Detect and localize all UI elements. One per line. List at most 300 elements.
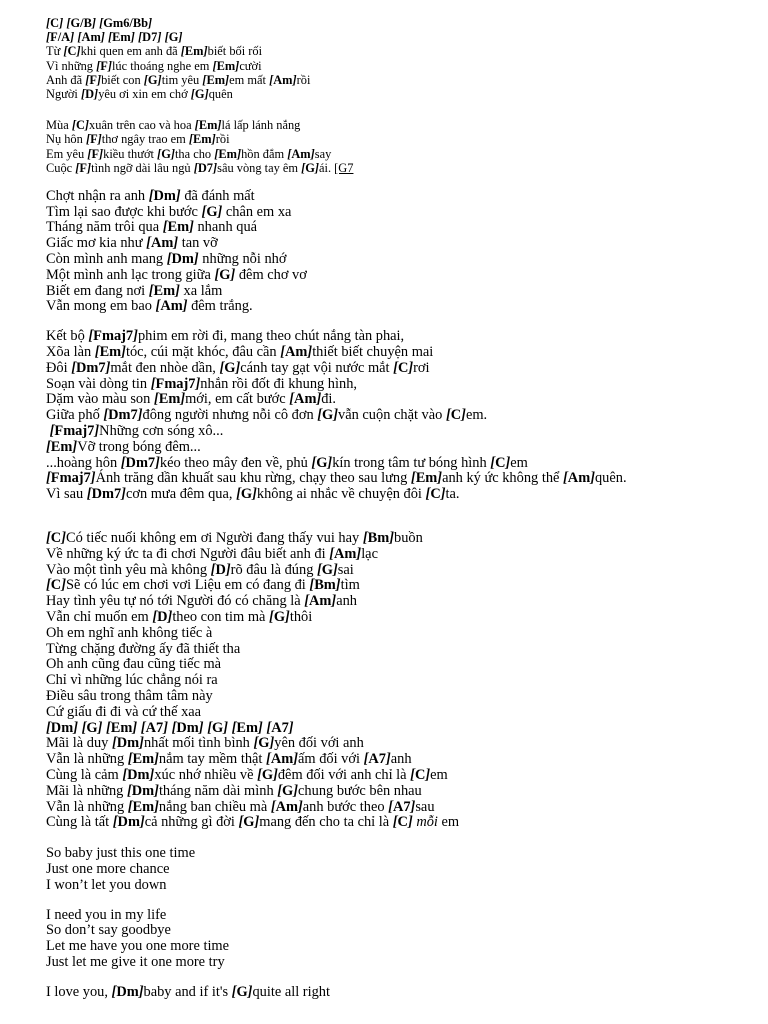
chord-name: C (495, 454, 506, 471)
lyric-line (46, 205, 746, 221)
lyric-line (46, 268, 746, 284)
lyric-line (46, 284, 746, 300)
chord-marker: [G] (219, 359, 241, 376)
chord-name: Fmaj7 (54, 423, 95, 440)
chord-marker: [Am] (269, 72, 297, 87)
chord-marker: [Em] (94, 344, 126, 361)
lyric-line (46, 705, 746, 721)
chord-marker: [D] (80, 86, 99, 101)
lyric-text: kéo theo mây đen về, phủ (159, 454, 312, 471)
chord-marker: [Fmaj7] (88, 328, 138, 345)
lyric-line (46, 626, 746, 642)
lyric-line (46, 939, 746, 955)
chord-marker: [D7] (138, 30, 162, 45)
lyric-text: biết con (101, 72, 144, 87)
chord-name: C (50, 16, 60, 30)
lyric-text: So baby just this one time (46, 845, 196, 862)
chord-marker: [G] (214, 266, 236, 283)
lyric-line (46, 642, 746, 658)
lyric-text: cười (239, 58, 262, 73)
lyric-text: Vì những (46, 58, 97, 73)
lyric-text: Kết bộ (46, 328, 89, 345)
lyric-text: Vẫn là những (46, 798, 128, 815)
lyric-line (46, 132, 746, 146)
lyric-line (46, 908, 746, 924)
lyric-text: ...hoàng hôn (46, 454, 121, 471)
chord-marker: [Am] (304, 593, 337, 610)
chord-name: Em (236, 719, 258, 736)
lyric-line (46, 673, 746, 689)
chord-name: D (215, 561, 226, 578)
chord-marker: [Em] (162, 219, 194, 236)
chord-name: G (261, 766, 274, 783)
lyric-text: phim em rời đi, mang theo chút nắng tàn phai, (137, 328, 405, 345)
chord-link: [G7 (334, 160, 354, 175)
lyric-text: Em yêu (46, 146, 88, 161)
lyric-line (46, 30, 746, 44)
chord-name: Em (216, 58, 236, 73)
chord-marker: [Fmaj7] (46, 470, 96, 487)
chord-name: A7 (392, 798, 411, 815)
lyric-line (46, 531, 746, 547)
lyric-text: mỗi (412, 814, 438, 831)
lyric-text: vẫn cuộn chặt vào (338, 407, 446, 424)
chord-marker: [C] (410, 766, 431, 783)
chord-name: C (67, 44, 77, 59)
chord-marker: [Dm] (126, 782, 159, 799)
chord-name: G (258, 735, 270, 752)
chord-name: G (86, 719, 98, 736)
lyric-text: baby and if it's (143, 983, 232, 1000)
chord-marker: [Em] (106, 719, 138, 736)
lyric-line (46, 878, 746, 894)
lyric-line (46, 547, 746, 563)
chord-marker: [Dm] (46, 719, 78, 736)
lyric-text: khi quen em anh đã (80, 44, 181, 59)
lyric-text: Giấc mơ kia như (46, 235, 147, 252)
chord-marker: [A7] (140, 719, 168, 736)
chord-name: Am (291, 146, 311, 161)
chord-name: G (305, 160, 315, 175)
chord-marker: [C] (392, 814, 413, 831)
chord-marker: [A7] (388, 798, 416, 815)
lyric-text: Từ (46, 44, 64, 59)
chord-name: Dm7 (125, 454, 156, 471)
chord-name: G (321, 561, 333, 578)
lyric-text: nhất mối tình bình (143, 735, 254, 752)
lyric-line (46, 955, 746, 971)
lyric-text: mắt đen nhòe dần, (110, 359, 220, 376)
lyric-text: tan vỡ (178, 235, 218, 252)
lyric-text: em (430, 766, 448, 783)
chord-name: C (414, 766, 426, 783)
chord-marker: [Dm] (112, 814, 145, 831)
chord-marker: [Am] (155, 298, 188, 315)
chord-marker: [G] (190, 86, 209, 101)
lyric-text: những nỗi nhớ (198, 251, 287, 268)
lyric-text: quite all right (252, 983, 330, 1000)
lyric-line (46, 44, 746, 58)
chord-marker: [C] (490, 454, 511, 471)
lyric-text: Chợt nhận ra anh (46, 187, 149, 204)
lyric-line (46, 985, 746, 1001)
lyric-line (46, 862, 746, 878)
lyric-text: anh bước theo (302, 798, 389, 815)
lyric-text: Cùng là cảm (46, 766, 123, 783)
chord-marker: [C] (445, 407, 466, 424)
lyric-text: Tìm lại sao được khi bước (46, 203, 202, 220)
chord-marker: [Em] (46, 438, 78, 455)
lyric-line (46, 815, 746, 831)
lyric-line (46, 392, 746, 408)
chord-name: A7 (145, 719, 164, 736)
chord-marker: [G] (238, 814, 260, 831)
chord-name: C (50, 577, 62, 594)
chord-marker: [Dm7] (120, 454, 160, 471)
lyric-text: theo con tim mà (172, 609, 270, 625)
lyric-text: Sẽ có lúc em chơi vơi Liệu em có đang đi (66, 577, 310, 594)
lyrics-section (46, 531, 746, 831)
lyric-line (46, 578, 746, 594)
lyric-text: Vì sau (46, 486, 87, 503)
lyric-line (46, 16, 746, 30)
chord-marker: [Dm] (122, 766, 155, 783)
chord-marker: [Am] (563, 470, 595, 487)
chord-name: D (157, 609, 168, 625)
lyric-text: Những cơn sóng xô... (99, 423, 224, 440)
chord-name: G (206, 203, 218, 220)
lyrics-section (46, 16, 746, 101)
chord-marker: [Am] (329, 545, 362, 562)
lyric-line (46, 610, 746, 626)
chord-marker: [Dm] (111, 983, 144, 1000)
lyric-text: lạc (361, 545, 378, 562)
lyrics-section (46, 908, 746, 971)
lyric-text: Cùng là tất (46, 814, 113, 831)
chord-name: Em (415, 470, 438, 487)
section-spacer (46, 894, 746, 908)
chord-marker: [Am] (77, 30, 105, 45)
lyric-text: cả những gì đời (144, 814, 239, 831)
lyric-text: sai (337, 561, 354, 578)
chord-marker: [Em] (231, 719, 263, 736)
chord-name: F/A (50, 30, 71, 45)
lyric-text: Người (46, 86, 81, 101)
chord-name: Fmaj7 (93, 328, 134, 345)
chord-name: C (397, 814, 408, 831)
lyric-line (46, 377, 746, 393)
lyric-text: chân em xa (222, 203, 292, 220)
lyric-line (46, 189, 746, 205)
chord-marker: [G] (236, 486, 257, 503)
lyric-text: Nụ hôn (46, 132, 86, 147)
chord-marker: [Bm] (362, 530, 394, 547)
lyric-text: ta. (445, 486, 460, 503)
chord-marker: [Em] (212, 58, 240, 73)
chord-marker: [Am] (266, 751, 299, 768)
chord-marker: [G] (253, 735, 275, 752)
chord-name: G (273, 609, 286, 625)
lyric-text: đông người nhưng nỗi cô đơn (142, 407, 318, 424)
lyric-text: Tháng năm trôi qua (46, 219, 163, 236)
chord-marker: [F] (87, 146, 104, 161)
lyric-text: Hay tình yêu tự nó tới Người đó có chăng là (46, 593, 305, 610)
chord-name: C (450, 407, 462, 424)
chord-name: C (397, 359, 409, 376)
chord-marker: [Em] (180, 44, 208, 59)
chord-name: Dm7 (108, 407, 138, 424)
chord-name: G (194, 86, 205, 101)
chord-name: C (430, 486, 441, 503)
lyric-text: đi. (321, 391, 337, 408)
lyric-text: Vỡ trong bóng đêm... (77, 438, 201, 455)
lyric-text: Anh đã (46, 72, 86, 87)
lyric-text: sau (415, 798, 435, 815)
lyric-line (46, 752, 746, 768)
chord-name: Dm7 (75, 359, 106, 376)
lyric-text: Ánh trăng dần khuất sau khu rừng, chạy theo sau lưng (95, 470, 411, 487)
chord-name: Fmaj7 (50, 470, 91, 487)
chord-name: G (211, 719, 224, 736)
lyric-text: Mùa (46, 118, 72, 133)
chord-marker: [G] (143, 72, 162, 87)
chord-marker: [G] (164, 30, 183, 45)
chord-marker: [A7] (266, 719, 294, 736)
chord-name: F (91, 146, 100, 161)
lyric-text: cánh tay gạt vội nước mắt (240, 359, 394, 376)
chord-marker: [Dm7] (103, 407, 143, 424)
chord-name: F (79, 160, 87, 175)
lyric-text: say (314, 146, 332, 161)
chord-marker: [Em] (214, 146, 242, 161)
lyric-text: nhanh quá (193, 219, 258, 236)
lyric-line (46, 440, 746, 456)
chord-name: D7 (197, 160, 213, 175)
chord-marker: [Gm6/Bb] (99, 16, 153, 30)
lyric-line (46, 236, 746, 252)
chord-marker: [Em] (410, 470, 443, 487)
chord-name: Em (112, 30, 131, 45)
lyric-text: mang đến cho ta chỉ là (259, 814, 393, 831)
chord-name: G (282, 782, 294, 799)
lyric-text: thiết biết chuyện mai (312, 344, 434, 361)
lyric-text: rõ đâu là đúng (230, 561, 317, 578)
lyric-text: rồi (296, 72, 311, 87)
lyric-text: Chỉ vì những lúc chẳng nói ra (46, 672, 218, 689)
lyric-line (46, 768, 746, 784)
lyric-text: Mãi là duy (46, 735, 112, 752)
chord-marker: [C] (71, 118, 90, 133)
lyric-text: tha cho (174, 146, 215, 161)
section-spacer (46, 175, 746, 189)
chord-name: Dm (127, 766, 150, 783)
chord-name: Am (81, 30, 101, 45)
lyric-text: Oh anh cũng đau cũng tiếc mà (46, 656, 222, 673)
lyric-line (46, 657, 746, 673)
chord-marker: [Em] (202, 72, 230, 87)
lyric-text: đã đánh mất (180, 187, 255, 204)
lyric-text: kiều thướt (103, 146, 158, 161)
chord-marker: [G] (201, 203, 223, 220)
chord-name: Am (334, 545, 357, 562)
lyric-text: không ai nhắc về chuyện đôi (256, 486, 426, 503)
chord-name: G (161, 146, 171, 161)
section-spacer (46, 831, 746, 846)
lyric-text: anh ký ức không thể (442, 470, 563, 487)
lyric-text: tìm (340, 577, 360, 594)
lyric-text: Một mình anh lạc trong giữa (46, 266, 215, 283)
chord-name: Em (153, 282, 176, 299)
chord-marker: [G] (311, 454, 333, 471)
lyric-text: Giữa phố (46, 407, 104, 424)
chord-name: Em (132, 751, 155, 768)
chord-marker: [G] (257, 766, 278, 783)
chord-name: Am (270, 751, 294, 768)
chord-marker: [Am] (280, 344, 313, 361)
lyric-text: cơn mưa đêm qua, (125, 486, 237, 503)
chord-marker: [D7] (193, 160, 218, 175)
chord-name: Bm (314, 577, 336, 594)
lyric-line (46, 424, 746, 440)
chord-name: G (224, 359, 236, 376)
chord-name: F (89, 72, 97, 87)
lyric-text: Dặm vào màu son (46, 391, 154, 408)
lyric-line (46, 147, 746, 161)
lyric-text: Oh em nghĩ anh không tiếc à (46, 624, 213, 641)
lyric-text: I won’t let you down (46, 876, 167, 893)
chord-marker: [C] (63, 44, 81, 59)
lyric-text: I love you, (46, 983, 112, 1000)
chord-marker: [G] (317, 407, 339, 424)
lyric-text: em (437, 814, 460, 831)
lyric-text: xa lắm (179, 282, 223, 299)
section-spacer (46, 101, 746, 118)
chord-marker: [Fmaj7] (49, 423, 100, 440)
lyric-text: So don’t say goodbye (46, 922, 171, 939)
lyric-text: nắng ban chiều mà (158, 798, 271, 815)
chord-marker: [Em] (127, 798, 159, 815)
chord-marker: [G] (317, 561, 338, 578)
lyric-text: buồn (394, 530, 423, 547)
chord-marker: [Dm] (171, 719, 204, 736)
lyric-text: Just let me give it one more try (46, 953, 225, 970)
lyric-line (46, 361, 746, 377)
chord-marker: [G] (207, 719, 228, 736)
chord-name: A7 (271, 719, 289, 736)
chord-name: Bm (367, 530, 390, 547)
lyric-line (46, 784, 746, 800)
lyric-text: em mất (229, 72, 270, 87)
lyric-text: tháng năm dài mình (158, 782, 278, 799)
chord-marker: [F] (75, 160, 92, 175)
lyric-text: tình ngỡ dài lâu ngủ (91, 160, 194, 175)
lyric-line (46, 299, 746, 315)
lyric-text: yên đối với anh (274, 735, 364, 752)
chord-marker: [Em] (108, 30, 135, 45)
chord-name: G (243, 814, 255, 831)
chord-marker: [A7] (363, 751, 391, 768)
chord-marker: [Em] (127, 751, 159, 768)
lyric-text: rồi (215, 132, 230, 147)
chord-marker: [G] (157, 146, 175, 161)
chord-name: Em (99, 344, 122, 361)
lyric-line (46, 923, 746, 939)
lyric-text: Let me have you one more time (46, 938, 230, 955)
lyric-line (46, 59, 746, 73)
chord-name: Em (206, 72, 226, 87)
chord-name: G (316, 454, 328, 471)
chord-name: Am (294, 391, 317, 408)
lyrics-section (46, 189, 746, 315)
lyric-text: Cuộc (46, 160, 76, 175)
lyric-text: Vẫn là những (46, 751, 128, 768)
chord-name: Em (218, 146, 237, 161)
lyrics-section (46, 118, 746, 175)
section-spacer (46, 971, 746, 985)
chord-name: Em (110, 719, 133, 736)
chord-name: G (219, 266, 231, 283)
chord-name: G (168, 30, 179, 45)
lyric-text: Điều sâu trong thâm tâm này (46, 687, 213, 704)
lyric-line (46, 118, 746, 132)
chord-marker: [C] (425, 486, 446, 503)
lyrics-section (46, 985, 746, 1001)
lyric-text: Còn mình anh mang (46, 251, 167, 268)
lyric-text: anh (390, 751, 412, 768)
lyric-text: Just one more chance (46, 860, 170, 877)
chord-name: Fmaj7 (155, 375, 196, 392)
chord-marker: [Dm7] (71, 359, 111, 376)
lyric-line (46, 252, 746, 268)
chord-name: Dm (131, 782, 155, 799)
chord-marker: [G] (301, 160, 320, 175)
chord-marker: [Am] (289, 391, 322, 408)
lyric-text: lá lấp lánh nắng (221, 118, 301, 133)
lyric-text: rơi (413, 359, 430, 376)
chord-name: C (75, 118, 85, 133)
chord-marker: [Fmaj7] (150, 375, 201, 392)
chord-name: Am (275, 798, 298, 815)
chord-name: Dm (50, 719, 74, 736)
chord-name: C (50, 530, 62, 547)
lyric-text: Về những ký ức ta đi chơi Người đâu biết anh đi (46, 545, 330, 562)
chord-name: Dm (153, 187, 176, 204)
lyric-text: mới, em cất bước (185, 391, 290, 408)
chord-name: G (240, 486, 253, 503)
chord-name: Em (184, 44, 204, 59)
lyric-line (46, 471, 746, 487)
lyric-text: Vẫn chỉ muốn em (46, 609, 153, 625)
chord-name: Am (567, 470, 591, 487)
lyric-text: tóc, cúi mặt khóc, đâu cần (125, 344, 281, 361)
chord-name: Dm (116, 735, 140, 752)
lyric-text: Mãi là những (46, 782, 127, 799)
lyric-line (46, 408, 746, 424)
lyric-text: tim yêu (161, 72, 203, 87)
lyric-text: ấm đối với (298, 751, 364, 768)
chord-marker: [F] (85, 132, 102, 147)
chord-marker: [Em] (153, 391, 186, 408)
chord-name: Em (198, 118, 218, 133)
chord-name: F (90, 132, 98, 147)
lyric-text: thơ ngây trao em (101, 132, 189, 147)
chord-marker: [Em] (188, 132, 216, 147)
lyric-text: em. (465, 407, 488, 424)
chord-marker: [C] (46, 16, 64, 30)
chord-name: G (236, 983, 248, 1000)
lyric-line (46, 329, 746, 345)
chord-marker: [Bm] (309, 577, 341, 594)
